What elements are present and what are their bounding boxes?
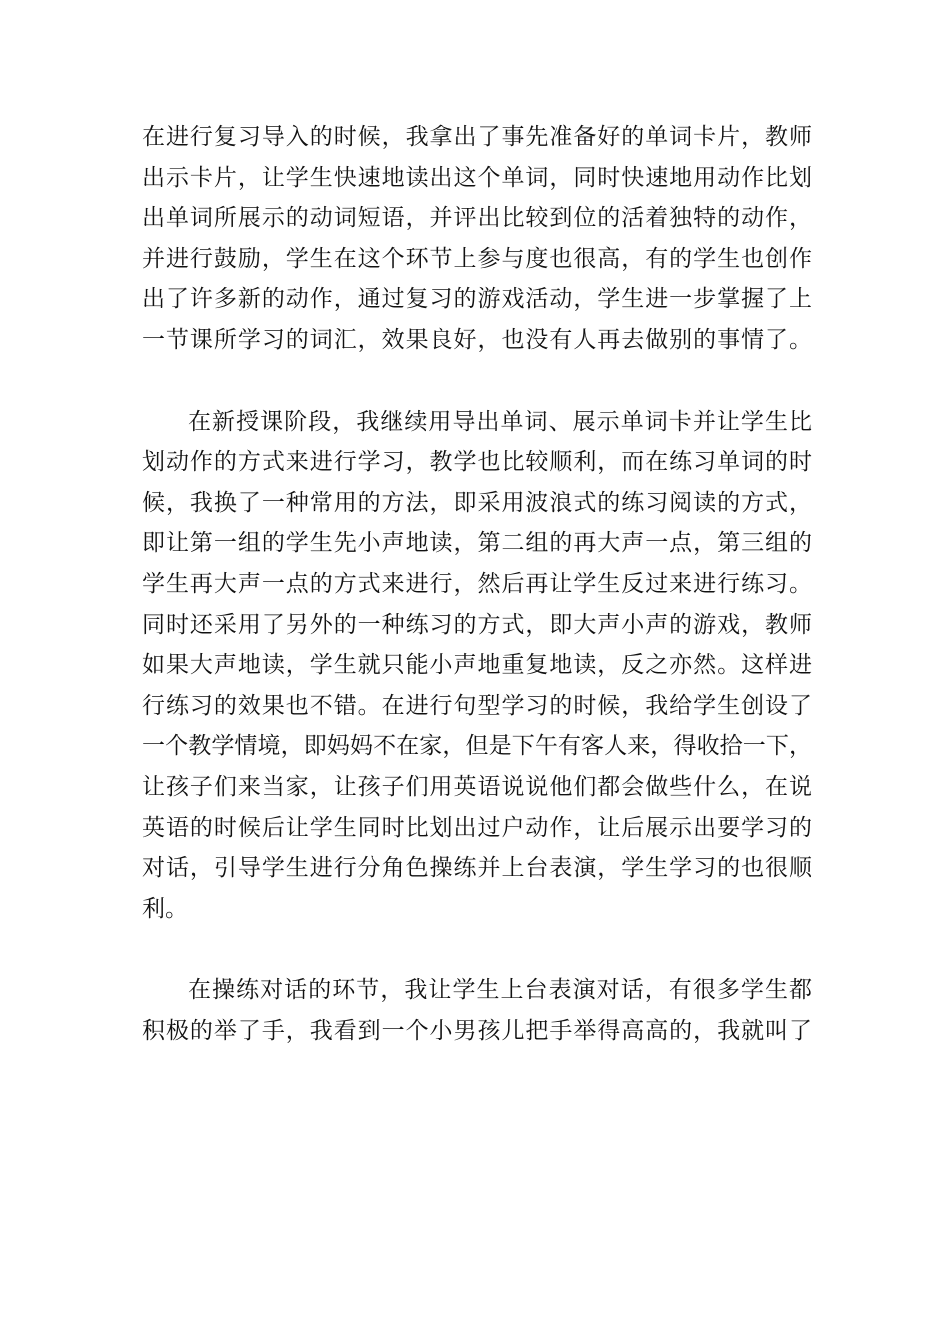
text-line: 对话，引导学生进行分角色操练并上台表演，学生学习的也很顺 <box>142 855 812 882</box>
text-line: 学生再大声一点的方式来进行，然后再让学生反过来进行练习。 <box>142 570 812 597</box>
text-line: 出示卡片，让学生快速地读出这个单词，同时快速地用动作比划 <box>142 164 812 191</box>
text-line: 英语的时候后让学生同时比划出过户动作，让后展示出要学习的 <box>142 814 812 841</box>
text-line: 出单词所展示的动词短语，并评出比较到位的活着独特的动作， <box>142 205 812 232</box>
text-line: 一个教学情境，即妈妈不在家，但是下午有客人来，得收拾一下， <box>142 733 812 760</box>
text-line: 划动作的方式来进行学习，教学也比较顺利，而在练习单词的时 <box>142 449 812 476</box>
text-line: 积极的举了手，我看到一个小男孩儿把手举得高高的，我就叫了 <box>142 1017 812 1044</box>
paragraph-3 <box>142 970 812 1051</box>
text-line: 一节课所学习的词汇，效果良好，也没有人再去做别的事情了。 <box>142 326 812 353</box>
text-line: 利。 <box>142 895 188 922</box>
text-line: 并进行鼓励，学生在这个环节上参与度也很高，有的学生也创作 <box>142 245 812 272</box>
text-line: 在进行复习导入的时候，我拿出了事先准备好的单词卡片，教师 <box>142 124 812 150</box>
text-line: 让孩子们来当家，让孩子们用英语说说他们都会做些什么，在说 <box>142 773 812 800</box>
text-line: 如果大声地读，学生就只能小声地重复地读，反之亦然。这样进 <box>142 652 812 679</box>
text-line: 候，我换了一种常用的方法，即采用波浪式的练习阅读的方式， <box>142 489 812 516</box>
text-line: 在新授课阶段，我继续用导出单词、展示单词卡并让学生比 <box>188 408 812 435</box>
text-line: 在操练对话的环节，我让学生上台表演对话，有很多学生都 <box>188 977 812 1004</box>
text-line: 即让第一组的学生先小声地读，第二组的再大声一点，第三组的 <box>142 530 812 557</box>
document-body <box>142 117 812 1092</box>
text-line: 出了许多新的动作，通过复习的游戏活动，学生进一步掌握了上 <box>142 286 812 313</box>
text-line: 行练习的效果也不错。在进行句型学习的时候，我给学生创设了 <box>142 692 812 719</box>
paragraph-1 <box>142 117 812 361</box>
paragraph-2 <box>142 402 812 930</box>
text-line: 同时还采用了另外的一种练习的方式，即大声小声的游戏，教师 <box>142 611 812 638</box>
